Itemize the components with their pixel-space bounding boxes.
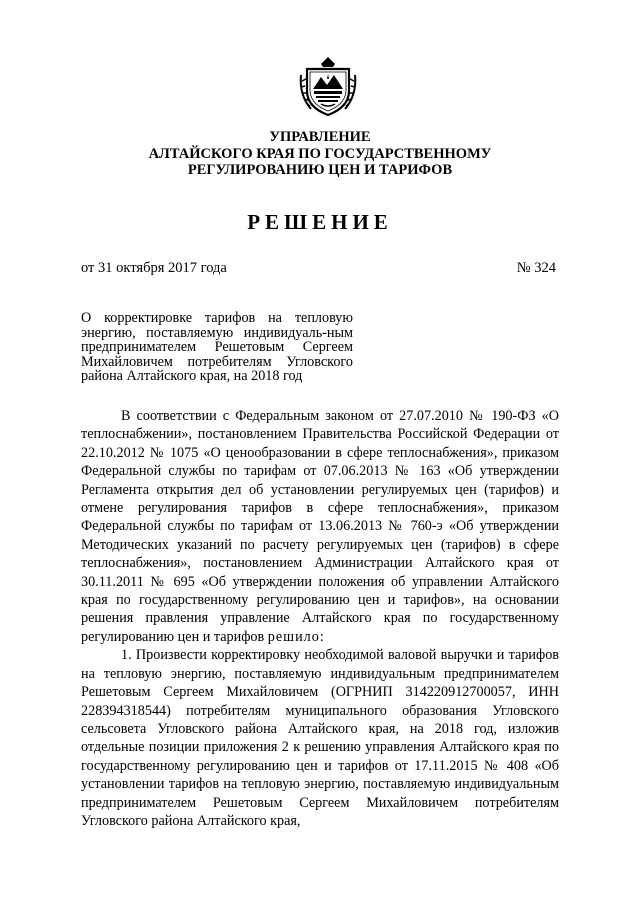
item-1-paragraph: 1. Произвести корректировку необходимой валовой выручки и тарифов на тепловую энергию, поставляемую индивидуальным предпринимателем Решетовым Сергеем Михайловичем (ОГРНИП 314220912700057, ИНН 228394318544) потребителям муниципального образования Угловского сельсовета Угловского района Алтайского края, на 2018 год, изложив отдельные позиции приложения 2 к решению управления Алтайского края по государственному регулированию цен и тарифов от 17.11.2015 № 408 «Об установлении тарифов на тепловую энергию, поставляемую индивидуальным предпринимателем Решетовым Сергеем Михайловичем потребителям Угловского района Алтайского края, xyxy=(81,647,559,829)
agency-line-1: УПРАВЛЕНИЕ xyxy=(269,129,371,145)
document-date: от 31 октября 2017 года xyxy=(81,260,227,276)
document-subject: О корректировке тарифов на тепловую энергию, поставляемую индивидуаль-ным предпринимателем Решетовым Сергеем Михайловичем потребителям Угловского района Алтайского края, на 2018 год xyxy=(81,310,353,384)
decided-keyword: решило: xyxy=(267,628,325,645)
coat-of-arms-icon xyxy=(297,55,359,117)
preamble-paragraph xyxy=(81,407,559,646)
agency-line-3: РЕГУЛИРОВАНИЮ ЦЕН И ТАРИФОВ xyxy=(187,162,453,178)
agency-name xyxy=(0,129,640,179)
agency-line-2: АЛТАЙСКОГО КРАЯ ПО ГОСУДАРСТВЕННОМУ xyxy=(148,145,492,162)
document-title: РЕШЕНИЕ xyxy=(247,210,393,234)
document-body xyxy=(81,407,559,830)
preamble-text: В соответствии с Федеральным законом от 27.07.2010 № 190-ФЗ «О теплоснабжении», постановлением Правительства Российской Федерации от 22.10.2012 № 1075 «О ценообразовании в сфере теплоснабжения», приказом Федеральной службы по тарифам от 07.06.2013 № 163 «Об утверждении Регламента открытия дел об установлении регулируемых цен (тарифов) и отмене регулирования тарифов в сфере теплоснабжения», приказом Федеральной службы по тарифам от 13.06.2013 № 760-э «Об утверждении Методических указаний по расчету регулируемых цен (тарифов) в сфере теплоснабжения», постановлением Администрации Алтайского края от 30.11.2011 № 695 «Об утверждении положения об управлении Алтайского края по государственному регулированию цен и тарифов», на основании решения правления управление Алтайского края по государственному регулированию цен и тарифов xyxy=(81,408,559,645)
document-number: № 324 xyxy=(516,260,556,276)
